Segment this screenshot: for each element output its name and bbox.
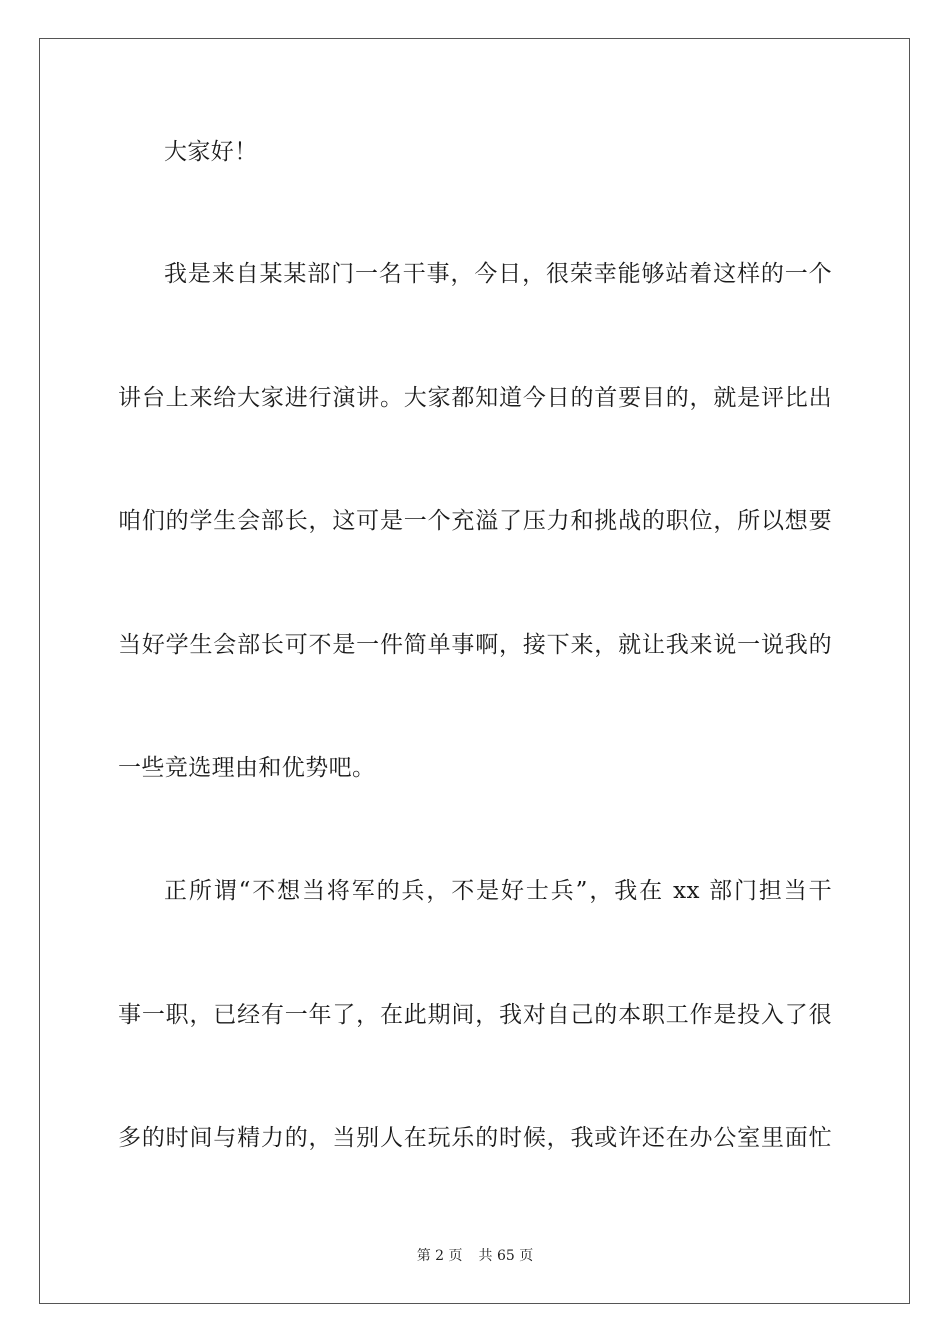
paragraph-line: 当好学生会部长可不是一件简单事啊，接下来，就让我来说一说我的 <box>118 632 832 658</box>
paragraph-line: 正所谓“不想当将军的兵，不是好士兵”，我在 xx 部门担当干 <box>164 878 832 904</box>
paragraph-line: 咱们的学生会部长，这可是一个充溢了压力和挑战的职位，所以想要 <box>118 508 832 534</box>
page-total: 共 65 页 <box>478 1248 534 1264</box>
paragraph-line: 我是来自某某部门一名干事，今日，很荣幸能够站着这样的一个 <box>164 261 832 287</box>
paragraph-line: 一些竞选理由和优势吧。 <box>118 755 376 781</box>
page-border <box>39 38 910 1304</box>
paragraph-line: 事一职，已经有一年了，在此期间，我对自己的本职工作是投入了很 <box>118 1002 832 1028</box>
page-footer <box>0 1246 950 1266</box>
page-number: 第 2 页 <box>416 1248 463 1264</box>
paragraph-greeting: 大家好！ <box>164 139 258 165</box>
paragraph-line: 多的时间与精力的，当别人在玩乐的时候，我或许还在办公室里面忙 <box>118 1125 832 1151</box>
paragraph-line: 讲台上来给大家进行演讲。大家都知道今日的首要目的，就是评比出 <box>118 385 832 411</box>
